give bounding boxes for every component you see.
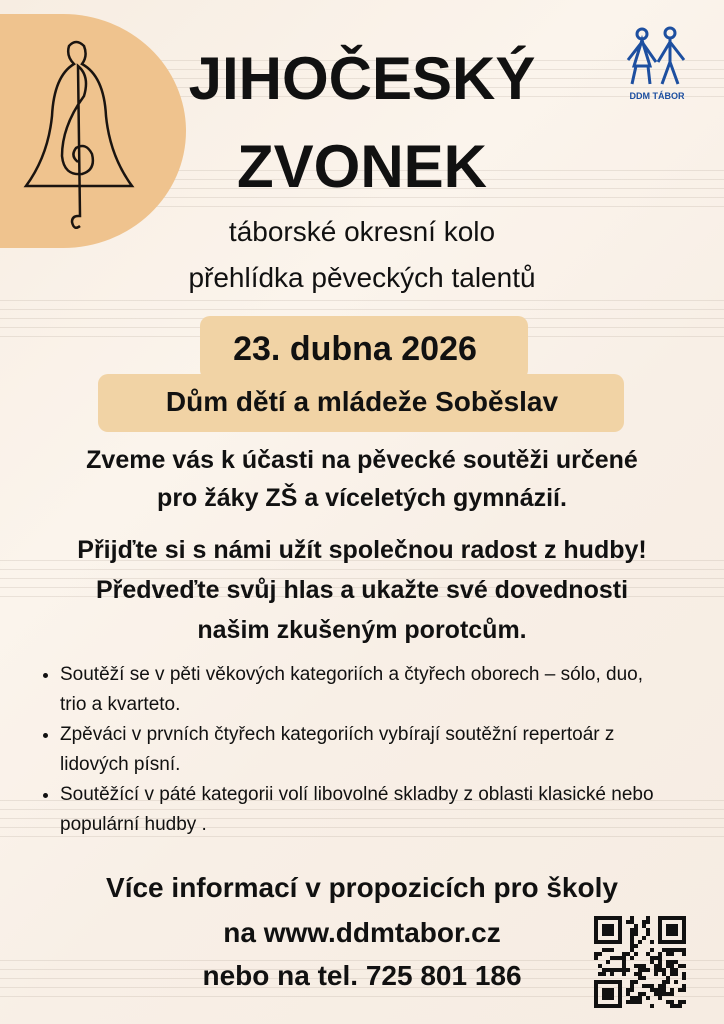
qr-module xyxy=(594,992,598,996)
qr-module xyxy=(626,952,630,956)
qr-module xyxy=(602,940,606,944)
qr-module xyxy=(598,1004,602,1008)
qr-module xyxy=(618,924,622,928)
qr-module xyxy=(654,988,658,992)
qr-module xyxy=(674,916,678,920)
qr-module xyxy=(622,968,626,972)
qr-module xyxy=(618,936,622,940)
qr-module xyxy=(634,972,638,976)
qr-module xyxy=(610,928,614,932)
qr-module xyxy=(626,920,630,924)
qr-module xyxy=(662,988,666,992)
qr-module xyxy=(666,976,670,980)
qr-module xyxy=(674,924,678,928)
qr-module xyxy=(606,992,610,996)
event-venue: Dům dětí a mládeže Soběslav xyxy=(165,386,559,417)
qr-module xyxy=(594,936,598,940)
qr-module xyxy=(662,992,666,996)
qr-module xyxy=(670,968,674,972)
qr-module xyxy=(594,932,598,936)
qr-module xyxy=(654,964,658,968)
rule-item: • Soutěžící v páté kategorii volí libovolné skladby z oblasti klasické nebo populární hudby . xyxy=(60,780,672,840)
qr-module xyxy=(598,972,602,976)
qr-module xyxy=(682,920,686,924)
qr-module xyxy=(630,932,634,936)
qr-module xyxy=(610,1004,614,1008)
qr-module xyxy=(658,988,662,992)
qr-module xyxy=(594,996,598,1000)
qr-module xyxy=(630,988,634,992)
qr-module xyxy=(670,928,674,932)
qr-module xyxy=(626,1000,630,1004)
event-title-line1: JIHOČESKÝ xyxy=(188,45,536,112)
qr-module xyxy=(674,940,678,944)
qr-module xyxy=(682,940,686,944)
qr-module xyxy=(638,996,642,1000)
qr-module xyxy=(634,924,638,928)
qr-module xyxy=(642,924,646,928)
qr-module xyxy=(642,976,646,980)
qr-module xyxy=(638,976,642,980)
event-date: 23. dubna 2026 xyxy=(233,330,477,368)
logo-text: DDM TÁBOR xyxy=(629,91,685,101)
qr-module xyxy=(606,968,610,972)
qr-module xyxy=(670,960,674,964)
qr-module xyxy=(658,956,662,960)
qr-module xyxy=(646,916,650,920)
qr-module xyxy=(662,916,666,920)
qr-module xyxy=(654,992,658,996)
qr-module xyxy=(618,1004,622,1008)
rule-item: • Zpěváci v prvních čtyřech kategoriích vybírají soutěžní repertoár z lidových písní. xyxy=(60,720,672,780)
qr-module xyxy=(642,936,646,940)
qr-module xyxy=(626,968,630,972)
qr-module xyxy=(658,940,662,944)
footer-website[interactable]: na www.ddmtabor.cz xyxy=(223,917,501,948)
qr-module xyxy=(594,984,598,988)
qr-module xyxy=(646,920,650,924)
qr-module xyxy=(682,952,686,956)
qr-module xyxy=(618,992,622,996)
qr-module xyxy=(610,972,614,976)
qr-module xyxy=(638,992,642,996)
qr-module xyxy=(610,916,614,920)
qr-module xyxy=(658,960,662,964)
qr-module xyxy=(606,948,610,952)
footer-phone: nebo na tel. 725 801 186 xyxy=(202,960,522,991)
qr-module xyxy=(638,964,642,968)
subtitle-line1: táborské okresní kolo xyxy=(228,216,496,247)
qr-module xyxy=(618,932,622,936)
qr-module xyxy=(614,956,618,960)
qr-module xyxy=(606,924,610,928)
qr-module xyxy=(610,956,614,960)
qr-module xyxy=(666,924,670,928)
qr-module xyxy=(678,940,682,944)
qr-module xyxy=(610,988,614,992)
qr-module xyxy=(606,960,610,964)
qr-module xyxy=(662,972,666,976)
qr-module xyxy=(602,948,606,952)
qr-module xyxy=(682,924,686,928)
qr-module xyxy=(610,932,614,936)
qr-module xyxy=(606,980,610,984)
qr-module xyxy=(618,1000,622,1004)
qr-module xyxy=(594,1004,598,1008)
qr-module xyxy=(670,940,674,944)
qr-module xyxy=(606,928,610,932)
qr-module xyxy=(678,916,682,920)
qr-module xyxy=(606,996,610,1000)
qr-module xyxy=(646,996,650,1000)
qr-module xyxy=(646,968,650,972)
qr-module xyxy=(674,968,678,972)
qr-module xyxy=(618,988,622,992)
rule-item: • Soutěží se v pěti věkových kategoriích a čtyřech oborech – sólo, duo, trio a kvarteto. xyxy=(60,660,672,720)
qr-module xyxy=(594,980,598,984)
qr-module xyxy=(670,948,674,952)
qr-module xyxy=(610,924,614,928)
qr-module xyxy=(650,960,654,964)
qr-module xyxy=(666,928,670,932)
qr-module xyxy=(658,992,662,996)
qr-module xyxy=(682,928,686,932)
qr-module xyxy=(654,956,658,960)
qr-module xyxy=(682,936,686,940)
people-logo-icon xyxy=(622,26,692,86)
qr-module xyxy=(602,980,606,984)
qr-module xyxy=(630,916,634,920)
qr-module xyxy=(666,916,670,920)
qr-module xyxy=(642,920,646,924)
qr-module xyxy=(602,972,606,976)
qr-module xyxy=(610,948,614,952)
qr-module xyxy=(662,968,666,972)
qr-module xyxy=(594,988,598,992)
qr-module xyxy=(662,940,666,944)
qr-module xyxy=(646,984,650,988)
qr-module xyxy=(602,992,606,996)
qr-module xyxy=(650,988,654,992)
qr-module xyxy=(622,956,626,960)
qr-module xyxy=(654,972,658,976)
qr-module xyxy=(666,964,670,968)
rules-list xyxy=(32,660,672,840)
qr-module xyxy=(630,928,634,932)
qr-code[interactable] xyxy=(594,916,686,1008)
qr-module xyxy=(678,964,682,968)
qr-module xyxy=(638,1000,642,1004)
qr-module xyxy=(634,944,638,948)
qr-module xyxy=(610,996,614,1000)
qr-module xyxy=(630,980,634,984)
qr-module xyxy=(642,992,646,996)
qr-module xyxy=(670,952,674,956)
qr-module xyxy=(618,920,622,924)
qr-module xyxy=(682,984,686,988)
qr-module xyxy=(666,940,670,944)
qr-module xyxy=(594,916,598,920)
qr-module xyxy=(602,928,606,932)
qr-module xyxy=(626,992,630,996)
qr-module xyxy=(666,980,670,984)
qr-module xyxy=(674,1004,678,1008)
qr-module xyxy=(670,932,674,936)
qr-module xyxy=(618,968,622,972)
qr-module xyxy=(670,1004,674,1008)
qr-module xyxy=(602,968,606,972)
qr-module xyxy=(594,952,598,956)
qr-module xyxy=(658,952,662,956)
qr-module xyxy=(678,948,682,952)
qr-module xyxy=(630,920,634,924)
qr-module xyxy=(594,956,598,960)
qr-module xyxy=(678,1000,682,1004)
qr-module xyxy=(674,948,678,952)
qr-module xyxy=(666,952,670,956)
qr-module xyxy=(670,988,674,992)
qr-module xyxy=(650,956,654,960)
qr-module xyxy=(662,984,666,988)
qr-module xyxy=(622,960,626,964)
qr-module xyxy=(682,932,686,936)
qr-module xyxy=(634,932,638,936)
qr-module xyxy=(658,936,662,940)
qr-module xyxy=(662,948,666,952)
qr-module xyxy=(682,916,686,920)
qr-module xyxy=(674,932,678,936)
qr-module xyxy=(630,944,634,948)
qr-module xyxy=(642,984,646,988)
qr-module xyxy=(630,956,634,960)
qr-module xyxy=(630,1000,634,1004)
qr-module xyxy=(654,968,658,972)
qr-module xyxy=(630,996,634,1000)
qr-module xyxy=(638,972,642,976)
qr-module xyxy=(646,928,650,932)
intro-line2: pro žáky ZŠ a víceletých gymnázií. xyxy=(157,484,567,512)
qr-module xyxy=(666,932,670,936)
qr-module xyxy=(602,988,606,992)
qr-module xyxy=(606,940,610,944)
qr-module xyxy=(682,988,686,992)
event-title-line2: ZVONEK xyxy=(236,133,488,200)
qr-module xyxy=(602,916,606,920)
qr-module xyxy=(622,952,626,956)
qr-module xyxy=(622,964,626,968)
qr-module xyxy=(670,1000,674,1004)
qr-module xyxy=(670,964,674,968)
qr-module xyxy=(658,984,662,988)
qr-module xyxy=(594,920,598,924)
qr-module xyxy=(678,988,682,992)
qr-module xyxy=(650,1004,654,1008)
qr-module xyxy=(658,968,662,972)
qr-module xyxy=(614,1004,618,1008)
qr-module xyxy=(622,972,626,976)
qr-module xyxy=(594,928,598,932)
qr-module xyxy=(618,928,622,932)
qr-module xyxy=(618,980,622,984)
qr-module xyxy=(678,1004,682,1008)
qr-module xyxy=(606,916,610,920)
qr-module xyxy=(598,952,602,956)
qr-module xyxy=(598,980,602,984)
qr-module xyxy=(650,940,654,944)
qr-module xyxy=(658,964,662,968)
intro-line1: Zveme vás k účasti na pěvecké soutěži určené xyxy=(86,446,638,474)
qr-module xyxy=(670,972,674,976)
qr-module xyxy=(634,964,638,968)
qr-module xyxy=(614,980,618,984)
qr-module xyxy=(602,932,606,936)
qr-module xyxy=(626,988,630,992)
qr-module xyxy=(598,964,602,968)
qr-module xyxy=(666,960,670,964)
qr-module xyxy=(618,984,622,988)
footer-line1: Více informací v propozicích pro školy xyxy=(106,872,618,903)
invite-line3: našim zkušeným porotcům. xyxy=(197,616,527,644)
qr-module xyxy=(646,952,650,956)
qr-module xyxy=(630,940,634,944)
qr-module xyxy=(594,940,598,944)
qr-module xyxy=(606,988,610,992)
qr-module xyxy=(638,968,642,972)
qr-module xyxy=(646,932,650,936)
subtitle-line2: přehlídka pěveckých talentů xyxy=(188,262,536,293)
qr-module xyxy=(610,992,614,996)
qr-module xyxy=(658,920,662,924)
qr-module xyxy=(634,1000,638,1004)
qr-module xyxy=(662,980,666,984)
qr-module xyxy=(614,916,618,920)
qr-module xyxy=(606,1004,610,1008)
qr-module xyxy=(602,924,606,928)
qr-module xyxy=(674,928,678,932)
qr-module xyxy=(630,948,634,952)
qr-module xyxy=(634,928,638,932)
qr-module xyxy=(650,948,654,952)
qr-module xyxy=(682,1000,686,1004)
qr-module xyxy=(674,960,678,964)
invite-line1: Přijďte si s námi užít společnou radost z hudby! xyxy=(77,536,647,564)
qr-module xyxy=(634,996,638,1000)
qr-module xyxy=(618,916,622,920)
ddm-tabor-logo xyxy=(618,26,696,101)
qr-module xyxy=(650,984,654,988)
qr-module xyxy=(630,936,634,940)
qr-module xyxy=(666,948,670,952)
qr-module xyxy=(594,924,598,928)
qr-module xyxy=(682,948,686,952)
qr-module xyxy=(606,932,610,936)
qr-module xyxy=(642,968,646,972)
qr-module xyxy=(658,916,662,920)
qr-module xyxy=(598,940,602,944)
qr-module xyxy=(610,980,614,984)
qr-module xyxy=(674,980,678,984)
qr-module xyxy=(682,976,686,980)
qr-module xyxy=(614,940,618,944)
qr-module xyxy=(618,956,622,960)
qr-module xyxy=(594,1000,598,1004)
qr-module xyxy=(614,968,618,972)
qr-module xyxy=(634,980,638,984)
qr-module xyxy=(674,972,678,976)
qr-module xyxy=(610,940,614,944)
qr-module xyxy=(658,932,662,936)
qr-module xyxy=(642,964,646,968)
qr-module xyxy=(670,924,674,928)
qr-module xyxy=(682,964,686,968)
qr-module xyxy=(618,940,622,944)
qr-module xyxy=(670,992,674,996)
qr-module xyxy=(658,924,662,928)
qr-module xyxy=(602,1004,606,1008)
qr-module xyxy=(634,952,638,956)
qr-module xyxy=(666,992,670,996)
qr-module xyxy=(638,940,642,944)
qr-module xyxy=(618,996,622,1000)
qr-module xyxy=(598,916,602,920)
qr-module xyxy=(658,996,662,1000)
qr-module xyxy=(610,968,614,972)
qr-module xyxy=(670,916,674,920)
qr-module xyxy=(602,996,606,1000)
qr-module xyxy=(666,1000,670,1004)
qr-module xyxy=(630,984,634,988)
invite-line2: Předveďte svůj hlas a ukažte své dovednosti xyxy=(95,576,629,604)
qr-module xyxy=(658,928,662,932)
qr-module xyxy=(682,972,686,976)
